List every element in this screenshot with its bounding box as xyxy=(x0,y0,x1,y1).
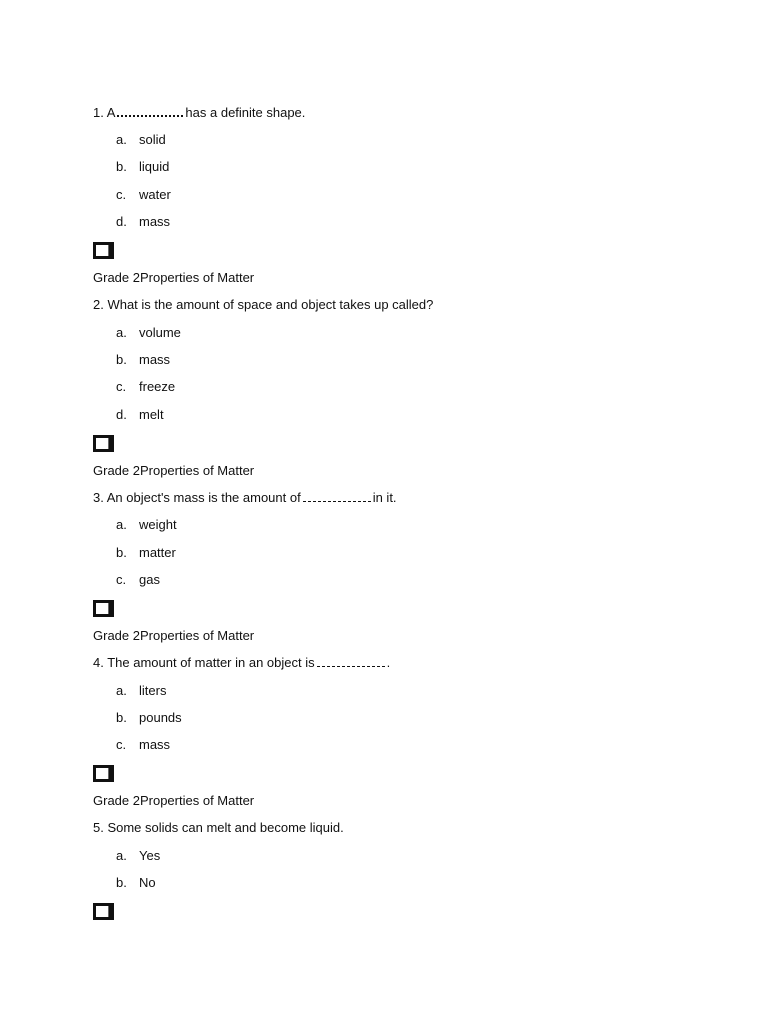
question-3-option-c[interactable] xyxy=(116,572,160,588)
question-1-option-a[interactable] xyxy=(116,132,166,148)
option-label: pounds xyxy=(139,710,182,725)
checkbox-icon[interactable] xyxy=(93,435,114,452)
option-label: weight xyxy=(139,517,177,532)
question-1-option-b[interactable] xyxy=(116,159,169,175)
option-label: mass xyxy=(139,737,171,752)
question-1-text-before: 1. A xyxy=(93,105,116,120)
question-4-option-c[interactable] xyxy=(116,737,170,753)
option-letter: b. xyxy=(116,875,127,890)
option-label: No xyxy=(139,875,156,890)
question-2-option-d[interactable] xyxy=(116,407,164,423)
question-3-blank xyxy=(303,491,371,502)
option-letter: d. xyxy=(116,407,127,422)
question-1-text-after: has a definite shape. xyxy=(185,105,306,120)
question-2-option-b[interactable] xyxy=(116,352,170,368)
option-letter: b. xyxy=(116,159,127,174)
checkbox-icon[interactable] xyxy=(93,600,114,617)
question-4-blank xyxy=(317,656,385,667)
section-footer: Grade 2Properties of Matter xyxy=(93,793,255,808)
option-letter: b. xyxy=(116,352,127,367)
question-5: 5. Some solids can melt and become liquid. xyxy=(93,820,344,835)
option-letter: c. xyxy=(116,379,127,394)
question-4-option-b[interactable] xyxy=(116,710,182,726)
option-label: gas xyxy=(139,572,160,587)
option-letter: c. xyxy=(116,187,127,202)
option-letter: b. xyxy=(116,545,127,560)
option-label: liquid xyxy=(139,159,170,174)
option-label: matter xyxy=(139,545,176,560)
question-1-option-d[interactable] xyxy=(116,214,170,230)
question-5-option-b[interactable] xyxy=(116,875,156,891)
option-letter: a. xyxy=(116,132,127,147)
question-1 xyxy=(93,105,305,121)
option-label: freeze xyxy=(139,379,176,394)
checkbox-icon[interactable] xyxy=(93,903,114,920)
option-label: mass xyxy=(139,214,171,229)
question-3-option-a[interactable] xyxy=(116,517,177,533)
option-letter: a. xyxy=(116,517,127,532)
question-1-blank xyxy=(117,105,183,117)
checkbox-icon[interactable] xyxy=(93,765,114,782)
section-footer: Grade 2Properties of Matter xyxy=(93,270,255,285)
section-footer: Grade 2Properties of Matter xyxy=(93,463,255,478)
question-5-option-a[interactable] xyxy=(116,848,160,864)
option-label: mass xyxy=(139,352,171,367)
option-label: solid xyxy=(139,132,166,147)
option-letter: c. xyxy=(116,572,127,587)
question-3-text-after: in it. xyxy=(372,490,397,505)
option-label: melt xyxy=(139,407,164,422)
option-letter: a. xyxy=(116,325,127,340)
option-label: Yes xyxy=(139,848,161,863)
section-footer: Grade 2Properties of Matter xyxy=(93,628,255,643)
checkbox-icon[interactable] xyxy=(93,242,114,259)
question-1-option-c[interactable] xyxy=(116,187,171,203)
question-4-option-a[interactable] xyxy=(116,683,166,699)
option-letter: d. xyxy=(116,214,127,229)
option-letter: b. xyxy=(116,710,127,725)
option-letter: a. xyxy=(116,683,127,698)
option-label: liters xyxy=(139,683,167,698)
question-4-text-after: . xyxy=(386,655,391,670)
question-2-option-c[interactable] xyxy=(116,379,175,395)
question-4-text-before: 4. The amount of matter in an object is xyxy=(93,655,315,670)
question-2: 2. What is the amount of space and object takes up called? xyxy=(93,297,434,312)
question-3 xyxy=(93,490,397,506)
question-3-text-before: 3. An object's mass is the amount of xyxy=(93,490,301,505)
option-letter: c. xyxy=(116,737,127,752)
question-3-option-b[interactable] xyxy=(116,545,176,561)
option-letter: a. xyxy=(116,848,127,863)
question-2-option-a[interactable] xyxy=(116,325,181,341)
option-label: water xyxy=(139,187,171,202)
option-label: volume xyxy=(139,325,181,340)
question-4 xyxy=(93,655,390,671)
